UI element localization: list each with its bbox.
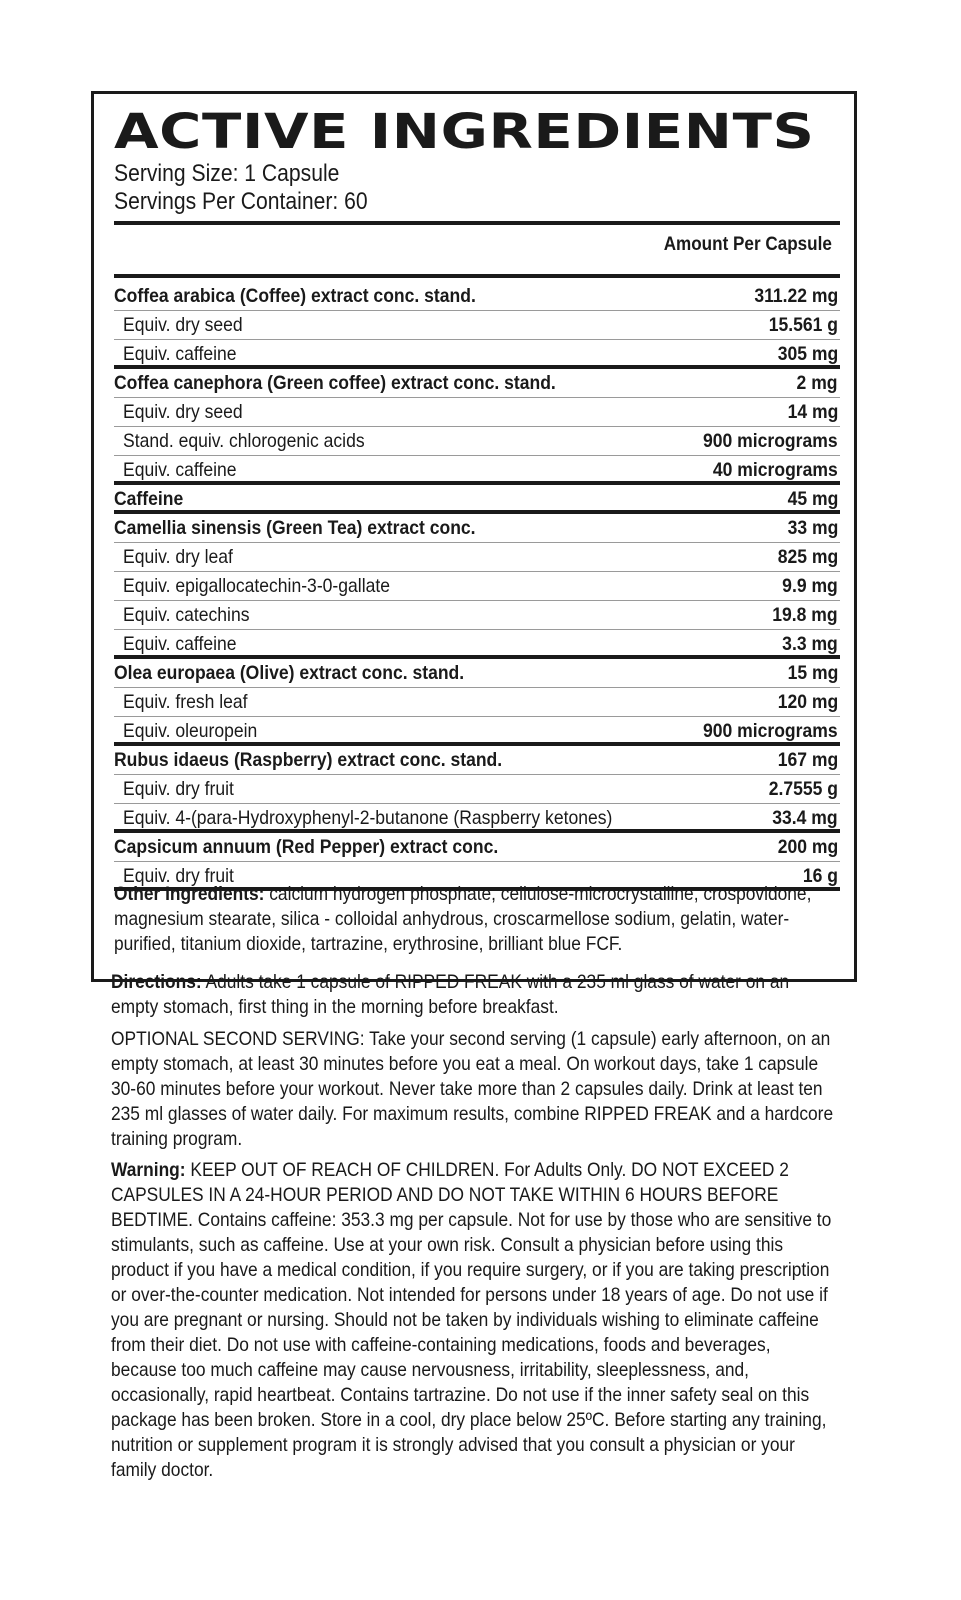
sub-ingredient-row [114, 717, 840, 746]
ingredient-amount: 45 mg [787, 488, 838, 510]
ingredient-name: Coffea canephora (Green coffee) extract conc. stand. [114, 372, 556, 394]
table-top-rule [114, 274, 840, 278]
ingredient-row [114, 833, 840, 862]
optional-second-serving-text: OPTIONAL SECOND SERVING: Take your second serving (1 capsule) early afternoon, on an empty stomach, at least 30 minutes before you eat a meal. On workout days, take 1 capsule 30-60 minutes before your workout. Never take more than 2 capsules daily. Drink at least ten 235 ml glasses of water daily. For maximum results, combine RIPPED FREAK and a hardcore training program. [111, 1028, 834, 1150]
sub-ingredient-row [114, 456, 840, 485]
ingredient-name: Olea europaea (Olive) extract conc. stand. [114, 662, 465, 684]
sub-ingredient-row [114, 804, 840, 833]
ingredient-name: Equiv. oleuropein [123, 720, 258, 742]
ingredient-amount: 15 mg [787, 662, 838, 684]
ingredient-name: Camellia sinensis (Green Tea) extract conc. [114, 517, 476, 539]
ingredient-amount: 167 mg [777, 749, 838, 771]
header-rule [114, 221, 840, 225]
ingredient-amount: 825 mg [777, 546, 838, 568]
amount-per-capsule-header: Amount Per Capsule [663, 234, 832, 255]
warning-text: KEEP OUT OF REACH OF CHILDREN. For Adults Only. DO NOT EXCEED 2 CAPSULES IN A 24-HOUR PERIOD AND DO NOT TAKE WITHIN 6 HOURS BEFORE BEDTIME. Contains caffeine: 353.3 mg per capsule. Not for use by those who are sensitive to stimulants, such as caffeine. Use at your own risk. Consult a physician before using this product if you have a medical condition, if you require surgery, or if you are taking prescription or over-the-counter medication. Not intended for persons under 18 years of age. Do not use if you are pregnant or nursing. Should not be taken by individuals wishing to eliminate caffeine from their diet. Do not use with caffeine-containing medications, foods and beverages, because too much caffeine may cause nervousness, irritability, sleeplessness, and, occasionally, rapid heartbeat. Contains tartrazine. Do not use if the inner safety seal on this package has been broken. Store in a cool, dry place below 25ºC. Before starting any training, nutrition or supplement program it is strongly advised that you consult a physician or your family doctor. [111, 1159, 832, 1481]
ingredient-amount: 305 mg [777, 343, 838, 365]
ingredient-name: Capsicum annuum (Red Pepper) extract conc. [114, 836, 499, 858]
ingredient-name: Equiv. dry fruit [123, 865, 234, 887]
ingredient-amount: 9.9 mg [782, 575, 838, 597]
ingredient-amount: 15.561 g [768, 314, 838, 336]
sub-ingredient-row [114, 340, 840, 369]
ingredient-amount: 19.8 mg [772, 604, 838, 626]
ingredient-name: Stand. equiv. chlorogenic acids [123, 430, 365, 452]
ingredient-amount: 33.4 mg [772, 807, 838, 829]
ingredient-amount: 33 mg [787, 517, 838, 539]
ingredient-name: Equiv. dry seed [123, 314, 243, 336]
ingredient-amount: 120 mg [777, 691, 838, 713]
ingredient-row [114, 514, 840, 543]
sub-ingredient-row [114, 572, 840, 601]
ingredient-row [114, 746, 840, 775]
sub-ingredient-row [114, 601, 840, 630]
ingredient-amount: 2 mg [797, 372, 838, 394]
warning-label: Warning: [111, 1159, 186, 1181]
ingredient-amount: 311.22 mg [754, 285, 838, 307]
ingredient-row [114, 485, 840, 514]
ingredient-amount: 900 micrograms [703, 430, 838, 452]
ingredient-name: Equiv. epigallocatechin-3-0-gallate [123, 575, 390, 597]
supplement-facts-panel [91, 91, 857, 982]
serving-size: Serving Size: 1 Capsule [114, 160, 340, 187]
sub-ingredient-row [114, 543, 840, 572]
ingredient-name: Equiv. dry fruit [123, 778, 234, 800]
ingredient-name: Equiv. catechins [123, 604, 250, 626]
ingredient-amount: 14 mg [787, 401, 838, 423]
ingredient-name: Equiv. caffeine [123, 633, 237, 655]
directions-label: Directions: [111, 971, 202, 993]
ingredient-amount: 3.3 mg [782, 633, 838, 655]
sub-ingredient-row [114, 311, 840, 340]
ingredient-name: Equiv. dry seed [123, 401, 243, 423]
directions-text: Adults take 1 capsule of RIPPED FREAK with a 235 ml glass of water on an empty stomach, first thing in the morning before breakfast. [111, 971, 790, 1018]
sub-ingredient-row [114, 398, 840, 427]
ingredient-amount: 900 micrograms [703, 720, 838, 742]
sub-ingredient-row [114, 775, 840, 804]
warning [111, 1158, 841, 1483]
ingredient-name: Equiv. caffeine [123, 343, 237, 365]
ingredient-amount: 40 micrograms [713, 459, 838, 481]
ingredient-name: Rubus idaeus (Raspberry) extract conc. stand. [114, 749, 503, 771]
ingredient-name: Equiv. caffeine [123, 459, 237, 481]
ingredient-name: Equiv. dry leaf [123, 546, 233, 568]
other-ingredients-label: Other Ingredients: [114, 883, 265, 905]
sub-ingredient-row [114, 630, 840, 659]
other-ingredients-text: calcium hydrogen phosphate, cellulose-microcrystalline, crospovidone, magnesium stearate, silica - colloidal anhydrous, croscarmellose sodium, gelatin, water-purified, titanium dioxide, tartrazine, erythrosine, brilliant blue FCF. [114, 883, 812, 955]
other-ingredients [114, 882, 844, 957]
ingredient-name: Coffea arabica (Coffee) extract conc. stand. [114, 285, 476, 307]
sub-ingredient-row [114, 427, 840, 456]
ingredient-amount: 200 mg [777, 836, 838, 858]
ingredient-name: Equiv. fresh leaf [123, 691, 248, 713]
ingredient-row [114, 282, 840, 311]
sub-ingredient-row [114, 688, 840, 717]
ingredient-amount: 16 g [802, 865, 838, 887]
panel-title: ACTIVE INGREDIENTS [114, 104, 815, 160]
directions [111, 970, 841, 1020]
servings-per-container: Servings Per Container: 60 [114, 188, 368, 215]
ingredient-amount: 2.7555 g [768, 778, 838, 800]
ingredients-table [114, 282, 840, 891]
ingredient-name: Equiv. 4-(para-Hydroxyphenyl-2-butanone (Raspberry ketones) [123, 807, 613, 829]
optional-second-serving [111, 1027, 841, 1152]
ingredient-name: Caffeine [114, 488, 184, 510]
ingredient-row [114, 659, 840, 688]
ingredient-row [114, 369, 840, 398]
